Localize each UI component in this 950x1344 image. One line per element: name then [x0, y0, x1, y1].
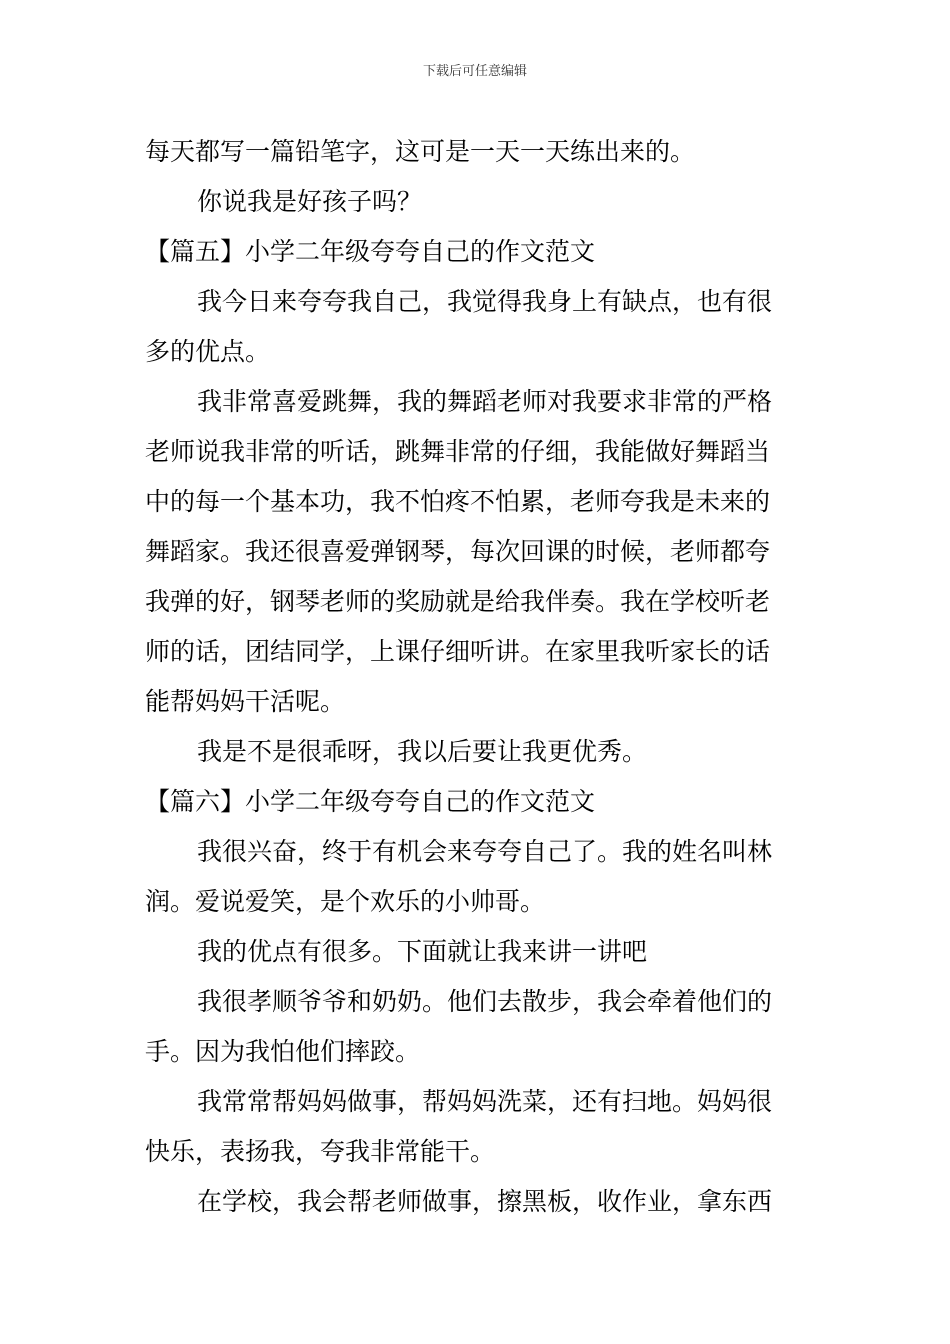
- text-line: 我非常喜爱跳舞，我的舞蹈老师对我要求非常的严格: [197, 387, 773, 416]
- text-line: 在学校，我会帮老师做事，擦黑板，收作业，拿东西: [197, 1187, 773, 1216]
- text-line: 能帮妈妈干活呢。: [145, 687, 346, 716]
- text-line: 我弹的好，钢琴老师的奖励就是给我伴奏。我在学校听老: [145, 587, 771, 616]
- text-line: 我常常帮妈妈做事，帮妈妈洗菜，还有扫地。妈妈很: [197, 1087, 773, 1116]
- text-line: 舞蹈家。我还很喜爱弹钢琴，每次回课的时候，老师都夸: [145, 537, 771, 566]
- text-line: 老师说我非常的听话，跳舞非常的仔细，我能做好舞蹈当: [145, 437, 771, 466]
- text-line: 中的每一个基本功，我不怕疼不怕累，老师夸我是未来的: [145, 487, 771, 516]
- section-heading: 【篇六】小学二年级夸夸自己的作文范文: [145, 787, 596, 816]
- text-line: 我很孝顺爷爷和奶奶。他们去散步，我会牵着他们的: [197, 987, 773, 1016]
- document-body: [145, 127, 810, 1227]
- section-heading: 【篇五】小学二年级夸夸自己的作文范文: [145, 237, 596, 266]
- text-line: 我很兴奋，终于有机会来夸夸自己了。我的姓名叫林: [197, 837, 773, 866]
- text-line: 我的优点有很多。下面就让我来讲一讲吧: [197, 937, 648, 966]
- page-header: 下载后可任意编辑: [422, 64, 527, 79]
- text-line: 每天都写一篇铅笔字，这可是一天一天练出来的。: [145, 137, 696, 166]
- text-line: 手。因为我怕他们摔跤。: [145, 1037, 421, 1066]
- text-line: 多的优点。: [145, 337, 271, 366]
- text-line: 润。爱说爱笑，是个欢乐的小帅哥。: [145, 887, 546, 916]
- text-line: 快乐，表扬我，夸我非常能干。: [145, 1137, 496, 1166]
- text-line: 我今日来夸夸我自己，我觉得我身上有缺点，也有很: [197, 287, 773, 316]
- text-line: 你说我是好孩子吗？: [197, 187, 423, 216]
- text-line: 师的话，团结同学，上课仔细听讲。在家里我听家长的话: [145, 637, 771, 666]
- text-line: 我是不是很乖呀，我以后要让我更优秀。: [197, 737, 648, 766]
